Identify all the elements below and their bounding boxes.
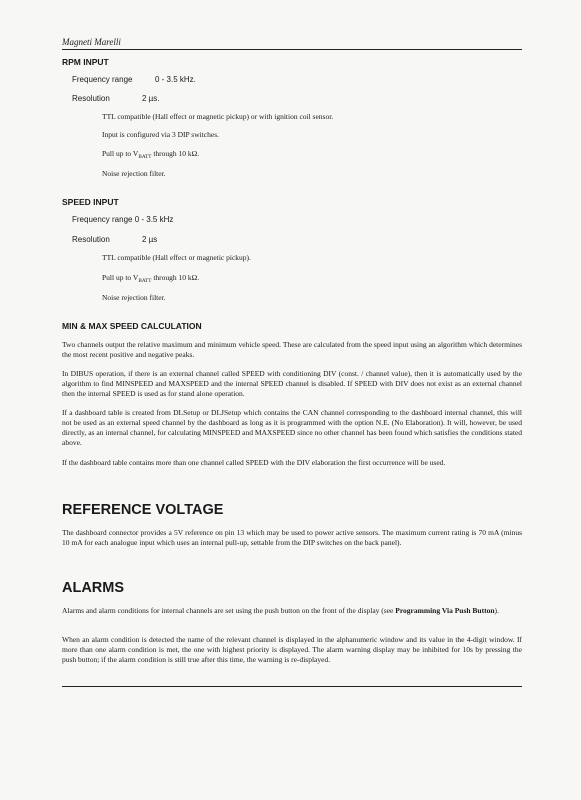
speed-resolution-value: 2 µs: [142, 235, 158, 244]
rpm-frequency-value: 0 - 3.5 kHz.: [155, 75, 196, 84]
min-max-paragraph-1: Two channels output the relative maximum and minimum vehicle speed. These are calculated from the speed input using an algorithm which determines the most recent positive and negative peaks.: [62, 340, 522, 359]
reference-voltage-heading: REFERENCE VOLTAGE: [62, 502, 224, 518]
min-max-paragraph-3: If a dashboard table is created from DLSetup or DLJSetup which contains the CAN channel corresponding to the dashboard internal channel, this will not be used as an external speed channel by the dashboard as long as it is programmed with the option N.E. (No Elaboration). It will, however, be used directly, as an internal channel, for calculating MINSPEED and MAXSPEED since no other channel has been found which satisfies the conditions stated above.: [62, 408, 522, 447]
rpm-note-noise: Noise rejection filter.: [102, 169, 166, 178]
rpm-resolution-label: Resolution: [72, 94, 110, 103]
reference-voltage-paragraph: The dashboard connector provides a 5V reference on pin 13 which may be used to power active sensors. The maximum current rating is 70 mA (minus 10 mA for each analogue input which uses an internal pull-up, settable from the DIP switches on the back panel).: [62, 528, 522, 547]
rpm-note-dip: Input is configured via 3 DIP switches.: [102, 130, 219, 139]
speed-resolution-row: [72, 235, 158, 244]
page-header-brand: Magneti Marelli: [62, 37, 121, 47]
alarms-paragraph-2: When an alarm condition is detected the name of the relevant channel is displayed in the alphanumeric window and its value in the 4-digit window. If more than one alarm condition is met, the one with highest priority is displayed. The alarm warning display may be inhibited for 10s by pressing the push button; if the alarm condition is still true after this time, the warning is re-displayed.: [62, 635, 522, 664]
min-max-heading: MIN & MAX SPEED CALCULATION: [62, 321, 202, 331]
footer-rule: [62, 686, 522, 687]
min-max-paragraph-2: In DIBUS operation, if there is an external channel called SPEED with conditioning DIV (const. / channel value), then it is automatically used by the algorithm to find MINSPEED and MAXSPEED and the internal SPEED channel is disabled. If SPEED with DIV does not exist as an external channel then the internal SPEED is used as for stand alone operation.: [62, 369, 522, 398]
header-rule: [62, 49, 522, 50]
alarms-heading: ALARMS: [62, 580, 125, 596]
speed-input-heading: SPEED INPUT: [62, 197, 119, 207]
speed-note-pullup: Pull up to $V_{BATT}$ through 10 kΩ.: [102, 273, 200, 284]
speed-resolution-label: Resolution: [72, 235, 110, 244]
rpm-frequency-row: [72, 75, 196, 84]
rpm-resolution-value: 2 µs.: [142, 94, 160, 103]
rpm-note-pullup: Pull up to $V_{BATT}$ through 10 kΩ.: [102, 149, 200, 160]
rpm-input-heading: RPM INPUT: [62, 57, 109, 67]
alarms-paragraph-1: Alarms and alarm conditions for internal channels are set using the push button on the front of the display (see Programming Via Push Button).: [62, 606, 499, 615]
rpm-note-ttl: TTL compatible (Hall effect or magnetic pickup) or with ignition coil sensor.: [102, 112, 334, 121]
rpm-frequency-label: Frequency range: [72, 75, 133, 84]
programming-via-push-button-ref: Programming Via Push Button: [395, 606, 495, 615]
speed-note-noise: Noise rejection filter.: [102, 293, 166, 302]
min-max-paragraph-4: If the dashboard table contains more than one channel called SPEED with the DIV elaboration the first occurrence will be used.: [62, 458, 446, 467]
rpm-resolution-row: [72, 94, 160, 103]
speed-frequency-row: Frequency range 0 - 3.5 kHz: [72, 215, 174, 224]
speed-note-ttl: TTL compatible (Hall effect or magnetic pickup).: [102, 253, 251, 262]
